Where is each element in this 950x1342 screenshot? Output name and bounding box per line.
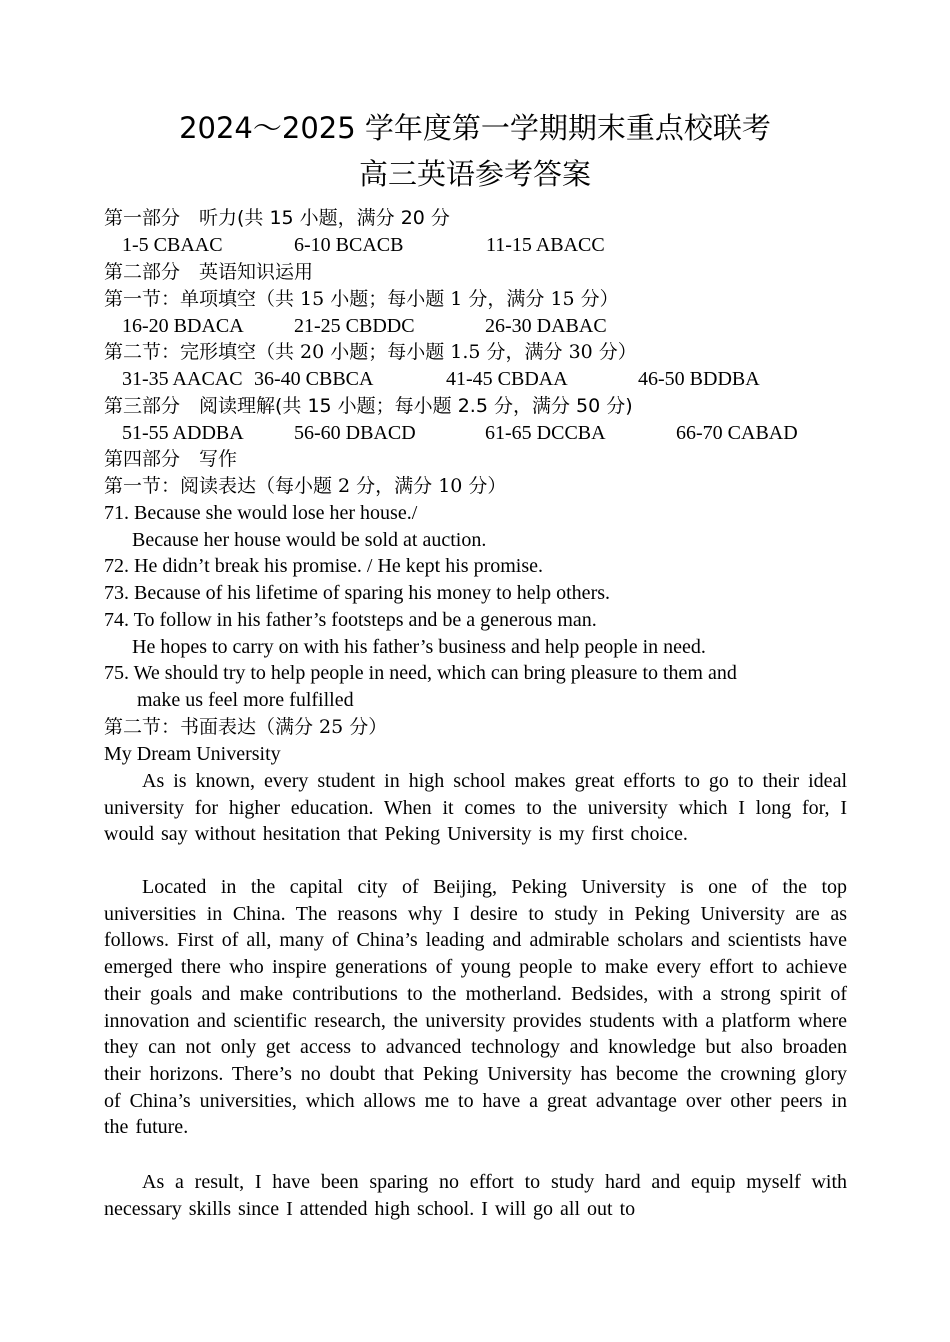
answer-group: 6-10 BCACB [294, 234, 404, 256]
answer-group: 61-65 DCCBA [485, 422, 606, 444]
answer-74: 74. To follow in his father’s footsteps and be a generous man. [104, 609, 597, 631]
answer-group: 36-40 CBBCA [254, 368, 374, 390]
answer-group: 46-50 BDDBA [638, 368, 760, 390]
page-title: 2024～2025 学年度第一学期期末重点校联考 [179, 111, 771, 145]
part4-section2-heading: 第二节：书面表达（满分 25 分） [104, 716, 388, 738]
part2-section1-heading: 第一节：单项填空（共 15 小题；每小题 1 分，满分 15 分） [104, 288, 619, 310]
answer-group: 51-55 ADDBA [122, 422, 244, 444]
essay-title: My Dream University [104, 743, 281, 765]
part1-heading: 第一部分 听力(共 15 小题，满分 20 分 [104, 207, 450, 229]
answer-73: 73. Because of his lifetime of sparing his money to help others. [104, 582, 611, 604]
answer-group: 16-20 BDACA [122, 315, 244, 337]
part3-heading: 第三部分 阅读理解(共 15 小题；每小题 2.5 分，满分 50 分) [104, 395, 633, 417]
essay-paragraph: Located in the capital city of Beijing, Peking University is one of the top universities in China. The reasons why I desire to study in Peking University are as follows. First of all, many of China’s leading and admirable scholars and scientists have emerged there who inspire generations of young people to make every effort to achieve their goals and make contributions to the motherland. Bedsides, with a strong spirit of innovation and scientific research, the university provides students with a platform where they can not only get access to advanced technology and knowledge but also broaden their horizons. There’s no doubt that Peking University has become the crowning glory of China’s universities, which allows me to have a great advantage over other peers in the future. [104, 876, 847, 1139]
answer-group: 26-30 DABAC [485, 315, 607, 337]
answer-75-cont: make us feel more fulfilled [137, 689, 354, 711]
answer-75: 75. We should try to help people in need, which can bring pleasure to them and [104, 662, 737, 684]
answer-71-alt: Because her house would be sold at auction. [132, 529, 487, 551]
answer-group: 1-5 CBAAC [122, 234, 223, 256]
part4-section1-heading: 第一节：阅读表达（每小题 2 分，满分 10 分） [104, 475, 507, 497]
answer-group: 31-35 AACAC [122, 368, 243, 390]
page-subtitle: 高三英语参考答案 [358, 157, 591, 191]
answer-72: 72. He didn’t break his promise. / He kept his promise. [104, 555, 544, 577]
answer-group: 21-25 CBDDC [294, 315, 415, 337]
answer-74-alt: He hopes to carry on with his father’s business and help people in need. [132, 636, 706, 658]
answer-71: 71. Because she would lose her house./ [104, 502, 418, 524]
part2-section2-heading: 第二节：完形填空（共 20 小题；每小题 1.5 分，满分 30 分） [104, 341, 637, 363]
answer-group: 56-60 DBACD [294, 422, 416, 444]
answer-group: 11-15 ABACC [486, 234, 605, 256]
part2-heading: 第二部分 英语知识运用 [104, 261, 314, 283]
essay-paragraph: As a result, I have been sparing no effort to study hard and equip myself with necessary skills since I attended high school. I will go all out to [104, 1171, 847, 1220]
essay-paragraph: As is known, every student in high school makes great efforts to go to their ideal university for higher education. When it comes to the university which I long for, I would say without hesitation that Peking University is my first choice. [104, 770, 847, 846]
part4-heading: 第四部分 写作 [104, 448, 238, 470]
answer-group: 66-70 CABAD [676, 422, 798, 444]
answer-group: 41-45 CBDAA [446, 368, 568, 390]
